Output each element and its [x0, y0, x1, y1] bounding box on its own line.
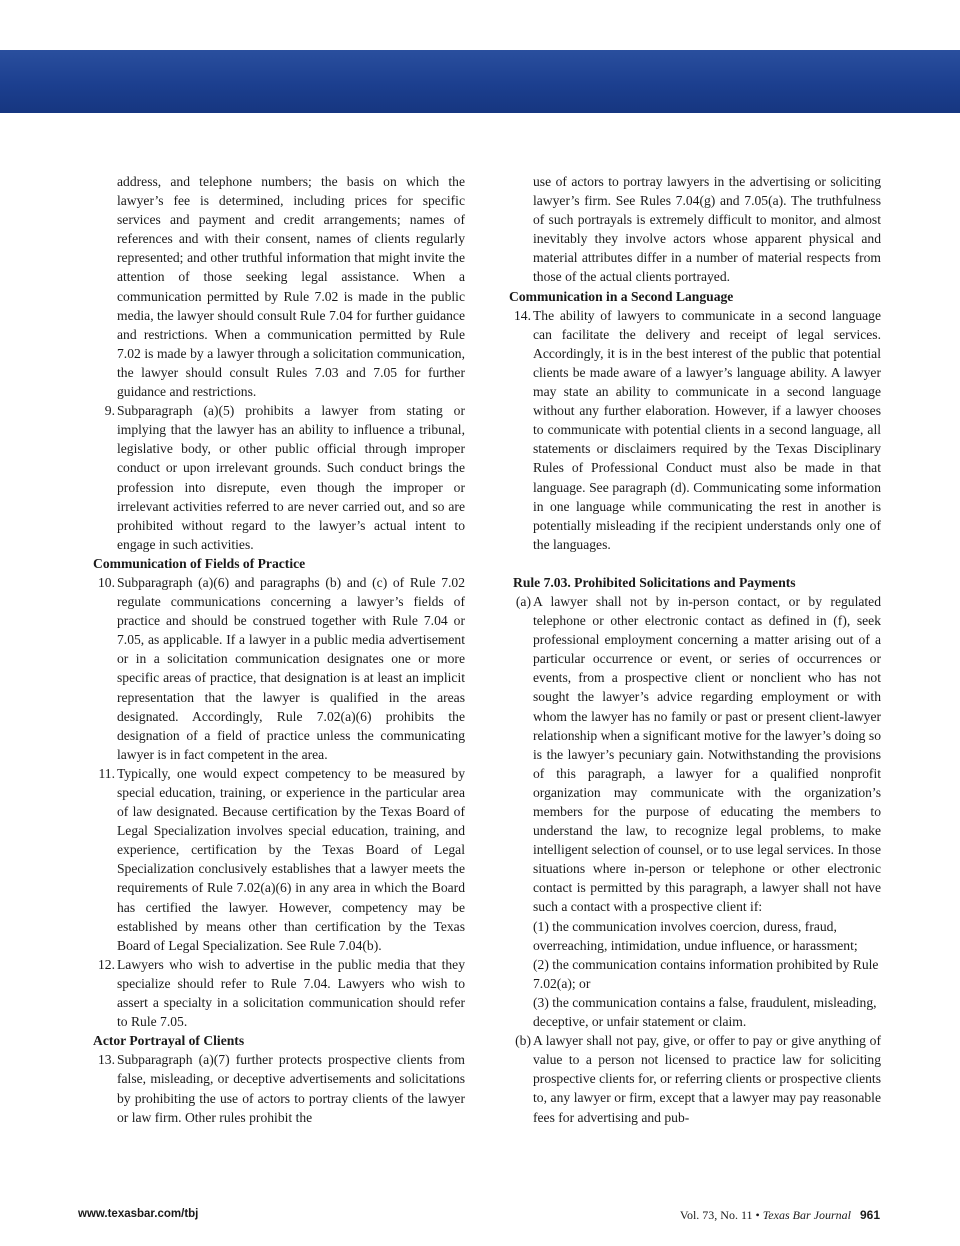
volume-issue: Vol. 73, No. 11 [679, 1208, 753, 1222]
left-column [93, 172, 465, 1127]
footer-url-link[interactable]: www.texasbar.com/tbj [78, 1208, 199, 1220]
item-number: 12. [98, 956, 115, 972]
spacer [509, 554, 881, 573]
list-item-11 [93, 764, 465, 955]
header-color-bar [0, 50, 960, 113]
footer-citation [680, 1208, 880, 1223]
list-item-13 [93, 1050, 465, 1126]
item-number: 10. [98, 574, 115, 590]
bullet-separator: • [755, 1208, 760, 1222]
section-heading-actor: Actor Portrayal of Clients [93, 1033, 245, 1049]
list-item-14 [509, 306, 881, 554]
section-heading-fields: Communication of Fields of Practice [93, 555, 306, 571]
item-number: 13. [98, 1052, 115, 1068]
rule-item-b [509, 1031, 881, 1126]
item-label: (a) [515, 593, 531, 609]
section-heading-language: Communication in a Second Language [509, 288, 734, 304]
header-band [0, 0, 960, 113]
item-text: A lawyer shall not by in-person contact, or by regulated telephone or other electronic contact as defined in (f), seek professional employment concerning a matter arising out of a particular occurrence or event, or series of occurrences or events, from a prospective client or nonclient who has not sought the lawyer’s advice regarding employment or with whom the lawyer has no family or past or present client-lawyer relationship when a significant motive for the lawyer’s doing so is the lawyer’s pecuniary gain. Notwithstanding the provisions of this paragraph, a lawyer for a qualified nonprofit organization may communicate with the organization’s members for the purpose of educating the members to understand the law, to recognize legal problems, to make intelligent selection of counsel, or to use legal services. In those situations where in-person or telephone or other electronic contact is permitted by this paragraph, a lawyer shall not have such a contact with a prospective client if: [533, 593, 881, 915]
continuation-paragraph: address, and telephone numbers; the basis on which the lawyer’s fee is determined, including prices for specific services and payment and credit arrangements; names of references and with their consent, names of clients regularly represented; and other truthful information that might invite the attention of those seeking legal assistance. When a communication permitted by Rule 7.02 is made in the public media, the lawyer should consult Rule 7.04 for further guidance and restrictions. When a communication permitted by Rule 7.02 is made by a lawyer through a solicitation communication, the lawyer should consult Rules 7.03 and 7.05 for further guidance and restrictions. [117, 174, 465, 400]
rule-heading: Rule 7.03. Prohibited Solicitations and Payments [513, 574, 796, 590]
item-number: 11. [98, 765, 115, 781]
list-item-12 [93, 955, 465, 1031]
item-number: 9. [104, 403, 115, 419]
item-text: Subparagraph (a)(6) and paragraphs (b) and (c) of Rule 7.02 regulate communications concerning a lawyer’s fields of practice and should be construed together with Rule 7.04 or 7.05, as applicable. If a lawyer in a public media advertisement or in a solicitation communication designates one or more specific areas of practice, that designation is at least an implicit representation that the lawyer is qualified in the areas designated. Accordingly, Rule 7.02(a)(6) prohibits the designation of a field of practice unless the communicating lawyer is in fact competent in the area. [117, 574, 465, 762]
right-column [509, 172, 881, 1127]
item-text: Lawyers who wish to advertise in the public media that they specialize should refer to Rule 7.04. Lawyers who wish to assert a specialty in a solicitation communication should refer to Rule 7.05. [117, 956, 465, 1030]
item-text: Subparagraph (a)(7) further protects prospective clients from false, misleading, or deceptive advertisements and solicitations by prohibiting the use of actors to portray clients of the lawyer or law firm. Other rules prohibit the [117, 1052, 465, 1125]
sub-clause-1: (1) the communication involves coercion, duress, fraud, overreaching, intimidation, undue influence, or harassment; [533, 918, 858, 953]
sub-clause-2: (2) the communication contains information prohibited by Rule 7.02(a); or [533, 956, 879, 991]
sub-clause-3: (3) the communication contains a false, fraudulent, misleading, deceptive, or unfair statement or claim. [533, 994, 877, 1030]
list-item-9 [93, 401, 465, 554]
page-footer [78, 1208, 880, 1226]
continuation-paragraph: use of actors to portray lawyers in the advertising or soliciting lawyer’s firm. See Rules 7.04(g) and 7.05(a). The truthfulness of such portrayals is extremely difficult to monitor, and almost inevitably they involve actors whose apparent physical and material attributes differ in a number of material respects from those of the actual clients portrayed. [533, 174, 881, 285]
journal-name: Texas Bar Journal [762, 1208, 851, 1222]
list-item-10 [93, 573, 465, 764]
item-text: Typically, one would expect competency to be measured by special education, training, or experience in the particular area of law designated. Because certification by the Texas Board of Legal Specialization involves special education, training, and experience, certification by the Texas Board of Legal Specialization conclusively establishes that a lawyer meets the requirements of Rule 7.02(a)(6) in any area in which the Board has certified the lawyer. However, competency may be established by means other than certification by the Texas Board of Legal Specialization. See Rule 7.04(b). [117, 765, 465, 953]
item-number: 14. [514, 307, 531, 323]
rule-item-a [509, 592, 881, 917]
page-number: 961 [859, 1208, 880, 1222]
item-label: (b) [515, 1033, 531, 1049]
item-text: Subparagraph (a)(5) prohibits a lawyer from stating or implying that the lawyer has an ability to influence a tribunal, legislative body, or other public official through improper conduct or upon irrelevant grounds. Such conduct brings the profession into disrepute, even though the improper or irrelevant activities referred to are never carried out, and so are prohibited without regard to the lawyer’s actual intent to engage in such activities. [117, 403, 465, 552]
item-text: A lawyer shall not pay, give, or offer to pay or give anything of value to a person not licensed to practice law for soliciting prospective clients for, or referring clients or prospective clients to, any lawyer or firm, except that a lawyer may pay reasonable fees for advertising and pub- [533, 1033, 881, 1125]
item-text: The ability of lawyers to communicate in a second language can facilitate the delivery and receipt of legal services. Accordingly, it is in the best interest of the public that potential clients be made aware of a lawyer’s language ability. A lawyer may state an ability to communicate in a second language without any further elaboration. However, if a lawyer chooses to communicate with potential clients in a second language, all statements or disclaimers required by the Texas Disciplinary Rules of Professional Conduct must also be made in that language. See paragraph (d). Communicating some information in one language while communicating the rest in another is potentially misleading if the recipient understands only one of the languages. [533, 307, 881, 552]
